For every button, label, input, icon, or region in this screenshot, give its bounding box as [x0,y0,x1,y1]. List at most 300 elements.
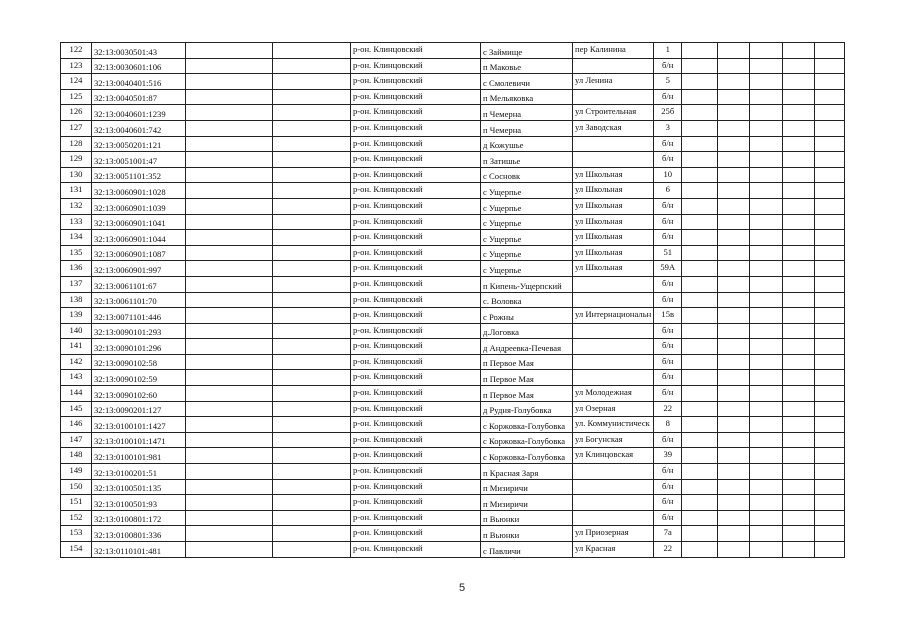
street: ул Молодежная [573,386,654,402]
empty-cell [273,479,351,495]
empty-cell [783,354,815,370]
street: ул. Коммунистическ [573,417,654,433]
empty-cell [682,401,718,417]
empty-cell [815,230,845,246]
street: ул Школьная [573,261,654,277]
house-number: 15в [654,308,682,324]
empty-cell [186,136,273,152]
table-row [61,276,845,292]
district: р-он. Клинцовский [351,276,481,292]
empty-cell [682,370,718,386]
empty-cell [718,230,750,246]
street: ул Клинцовская [573,448,654,464]
cadastral-number: 32:13:0040501:87 [92,89,186,105]
house-number: б/н [654,292,682,308]
cadastral-number: 32:13:0060901:1028 [92,183,186,199]
empty-cell [783,58,815,74]
empty-cell [783,401,815,417]
row-number: 136 [61,261,92,277]
empty-cell [273,354,351,370]
street: ул Школьная [573,214,654,230]
empty-cell [273,276,351,292]
row-number: 149 [61,464,92,480]
empty-cell [186,401,273,417]
empty-cell [815,495,845,511]
district: р-он. Клинцовский [351,495,481,511]
locality: с Займище [481,43,573,59]
empty-cell [783,432,815,448]
street: ул Школьная [573,230,654,246]
empty-cell [273,198,351,214]
house-number: б/н [654,354,682,370]
cadastral-number: 32:13:0061101:70 [92,292,186,308]
empty-cell [718,292,750,308]
table-row [61,448,845,464]
empty-cell [718,526,750,542]
empty-cell [273,495,351,511]
empty-cell [682,245,718,261]
empty-cell [815,120,845,136]
empty-cell [750,43,783,59]
empty-cell [783,276,815,292]
locality: п Мизиричи [481,495,573,511]
district: р-он. Клинцовский [351,479,481,495]
street [573,464,654,480]
cadastral-number: 32:13:0040601:1239 [92,105,186,121]
empty-cell [718,448,750,464]
street [573,292,654,308]
empty-cell [815,198,845,214]
empty-cell [815,417,845,433]
district: р-он. Клинцовский [351,417,481,433]
empty-cell [750,323,783,339]
empty-cell [682,120,718,136]
table-row [61,152,845,168]
empty-cell [815,479,845,495]
empty-cell [718,432,750,448]
empty-cell [273,432,351,448]
empty-cell [718,214,750,230]
empty-cell [186,245,273,261]
house-number: б/н [654,510,682,526]
empty-cell [815,386,845,402]
table-row [61,542,845,558]
row-number: 138 [61,292,92,308]
empty-cell [750,386,783,402]
street [573,510,654,526]
empty-cell [186,276,273,292]
empty-cell [186,167,273,183]
locality: с Сосновк [481,167,573,183]
street [573,495,654,511]
empty-cell [750,308,783,324]
empty-cell [186,448,273,464]
empty-cell [718,89,750,105]
empty-cell [186,417,273,433]
empty-cell [783,183,815,199]
empty-cell [682,386,718,402]
row-number: 147 [61,432,92,448]
row-number: 154 [61,542,92,558]
cadastral-number: 32:13:0050201:121 [92,136,186,152]
house-number: б/н [654,323,682,339]
empty-cell [750,339,783,355]
empty-cell [273,308,351,324]
cadastral-number: 32:13:0090102:60 [92,386,186,402]
row-number: 153 [61,526,92,542]
house-number: 22 [654,401,682,417]
table-row [61,245,845,261]
row-number: 143 [61,370,92,386]
house-number: б/н [654,198,682,214]
empty-cell [815,370,845,386]
empty-cell [186,495,273,511]
locality: п Мизиричи [481,479,573,495]
empty-cell [815,245,845,261]
empty-cell [186,183,273,199]
empty-cell [682,89,718,105]
empty-cell [783,214,815,230]
house-number: 22 [654,542,682,558]
empty-cell [273,105,351,121]
house-number: б/н [654,370,682,386]
empty-cell [682,464,718,480]
cadastral-number: 32:13:0051101:352 [92,167,186,183]
empty-cell [186,542,273,558]
district: р-он. Клинцовский [351,448,481,464]
cadastral-number: 32:13:0090102:58 [92,354,186,370]
row-number: 145 [61,401,92,417]
row-number: 141 [61,339,92,355]
table-row [61,464,845,480]
district: р-он. Клинцовский [351,214,481,230]
empty-cell [682,448,718,464]
street: ул Красная [573,542,654,558]
empty-cell [186,323,273,339]
empty-cell [718,183,750,199]
street: ул Озерная [573,401,654,417]
locality: п Мельяковка [481,89,573,105]
empty-cell [718,417,750,433]
row-number: 128 [61,136,92,152]
empty-cell [815,58,845,74]
row-number: 146 [61,417,92,433]
locality: с Рожны [481,308,573,324]
empty-cell [273,510,351,526]
house-number: 25б [654,105,682,121]
empty-cell [718,386,750,402]
empty-cell [750,198,783,214]
house-number: 51 [654,245,682,261]
empty-cell [718,464,750,480]
empty-cell [750,276,783,292]
house-number: б/н [654,386,682,402]
district: р-он. Клинцовский [351,510,481,526]
empty-cell [718,339,750,355]
empty-cell [815,136,845,152]
empty-cell [783,308,815,324]
cadastral-number: 32:13:0060901:1044 [92,230,186,246]
cadastral-number: 32:13:0060901:997 [92,261,186,277]
empty-cell [682,432,718,448]
empty-cell [718,323,750,339]
table-row [61,432,845,448]
cadastral-number: 32:13:0100101:981 [92,448,186,464]
empty-cell [682,479,718,495]
district: р-он. Клинцовский [351,292,481,308]
house-number: б/н [654,136,682,152]
locality: п Маковье [481,58,573,74]
empty-cell [186,74,273,90]
empty-cell [186,464,273,480]
empty-cell [750,183,783,199]
row-number: 123 [61,58,92,74]
empty-cell [783,386,815,402]
table-row [61,401,845,417]
row-number: 148 [61,448,92,464]
empty-cell [783,261,815,277]
empty-cell [186,261,273,277]
cadastral-number: 32:13:0061101:67 [92,276,186,292]
street: ул Школьная [573,198,654,214]
empty-cell [750,495,783,511]
table-row [61,526,845,542]
empty-cell [783,542,815,558]
cadastral-number: 32:13:0040401:516 [92,74,186,90]
empty-cell [815,214,845,230]
empty-cell [750,417,783,433]
empty-cell [750,74,783,90]
empty-cell [718,510,750,526]
cadastral-number: 32:13:0090101:296 [92,339,186,355]
empty-cell [273,74,351,90]
table-row [61,479,845,495]
street: ул Школьная [573,245,654,261]
district: р-он. Клинцовский [351,542,481,558]
empty-cell [750,230,783,246]
district: р-он. Клинцовский [351,261,481,277]
row-number: 127 [61,120,92,136]
empty-cell [682,417,718,433]
table-row [61,214,845,230]
page-number: 5 [458,582,466,594]
empty-cell [750,89,783,105]
empty-cell [783,136,815,152]
cadastral-number: 32:13:0090201:127 [92,401,186,417]
district: р-он. Клинцовский [351,152,481,168]
locality: с Коржовка-Голубовка [481,432,573,448]
row-number: 140 [61,323,92,339]
empty-cell [682,198,718,214]
house-number: б/н [654,432,682,448]
empty-cell [750,245,783,261]
table-row [61,339,845,355]
empty-cell [682,526,718,542]
cadastral-number: 32:13:0100101:1427 [92,417,186,433]
district: р-он. Клинцовский [351,105,481,121]
empty-cell [815,464,845,480]
empty-cell [750,370,783,386]
empty-cell [750,58,783,74]
empty-cell [186,152,273,168]
district: р-он. Клинцовский [351,354,481,370]
empty-cell [783,339,815,355]
locality: п Первое Мая [481,386,573,402]
row-number: 144 [61,386,92,402]
district: р-он. Клинцовский [351,370,481,386]
street: ул Богунская [573,432,654,448]
table-row [61,183,845,199]
empty-cell [682,183,718,199]
street: ул Ленина [573,74,654,90]
locality: д Кожушье [481,136,573,152]
empty-cell [718,370,750,386]
empty-cell [750,542,783,558]
house-number: 3 [654,120,682,136]
district: р-он. Клинцовский [351,74,481,90]
empty-cell [783,323,815,339]
empty-cell [783,198,815,214]
empty-cell [750,448,783,464]
locality: с Ущерпье [481,183,573,199]
cadastral-number: 32:13:0060901:1087 [92,245,186,261]
row-number: 135 [61,245,92,261]
street [573,136,654,152]
street [573,479,654,495]
empty-cell [718,105,750,121]
empty-cell [718,152,750,168]
empty-cell [273,292,351,308]
district: р-он. Клинцовский [351,339,481,355]
empty-cell [273,526,351,542]
row-number: 122 [61,43,92,59]
empty-cell [750,152,783,168]
row-number: 152 [61,510,92,526]
cadastral-number: 32:13:0100801:336 [92,526,186,542]
house-number: б/н [654,58,682,74]
empty-cell [273,401,351,417]
empty-cell [273,323,351,339]
row-number: 133 [61,214,92,230]
street: ул Интернациональн [573,308,654,324]
empty-cell [750,479,783,495]
empty-cell [682,136,718,152]
empty-cell [273,339,351,355]
street [573,58,654,74]
empty-cell [273,214,351,230]
empty-cell [186,198,273,214]
empty-cell [815,401,845,417]
locality: п Первое Мая [481,370,573,386]
district: р-он. Клинцовский [351,58,481,74]
locality: п Затишье [481,152,573,168]
row-number: 150 [61,479,92,495]
empty-cell [815,510,845,526]
empty-cell [815,432,845,448]
empty-cell [682,276,718,292]
locality: д Рудня-Голубовка [481,401,573,417]
empty-cell [273,245,351,261]
district: р-он. Клинцовский [351,386,481,402]
district: р-он. Клинцовский [351,198,481,214]
empty-cell [815,542,845,558]
row-number: 134 [61,230,92,246]
empty-cell [783,43,815,59]
house-number: б/н [654,479,682,495]
house-number: б/н [654,214,682,230]
table-row [61,58,845,74]
empty-cell [750,432,783,448]
empty-cell [186,292,273,308]
row-number: 130 [61,167,92,183]
cadastral-number: 32:13:0090102:59 [92,370,186,386]
district: р-он. Клинцовский [351,464,481,480]
row-number: 131 [61,183,92,199]
district: р-он. Клинцовский [351,230,481,246]
cadastral-number: 32:13:0100501:135 [92,479,186,495]
table-row [61,89,845,105]
empty-cell [718,74,750,90]
empty-cell [750,214,783,230]
empty-cell [783,464,815,480]
empty-cell [783,292,815,308]
table-row [61,230,845,246]
empty-cell [750,261,783,277]
district: р-он. Клинцовский [351,401,481,417]
empty-cell [718,354,750,370]
cadastral-number: 32:13:0051001:47 [92,152,186,168]
empty-cell [750,526,783,542]
empty-cell [815,183,845,199]
street: ул Строительная [573,105,654,121]
locality: д Андреевка-Печевая [481,339,573,355]
empty-cell [718,495,750,511]
empty-cell [273,120,351,136]
empty-cell [783,230,815,246]
locality: с Ущерпье [481,230,573,246]
empty-cell [815,526,845,542]
cadastral-number: 32:13:0100201:51 [92,464,186,480]
empty-cell [750,105,783,121]
empty-cell [186,479,273,495]
house-number: б/н [654,276,682,292]
empty-cell [682,495,718,511]
house-number: 7а [654,526,682,542]
row-number: 126 [61,105,92,121]
empty-cell [186,432,273,448]
district: р-он. Клинцовский [351,136,481,152]
empty-cell [718,198,750,214]
empty-cell [273,167,351,183]
empty-cell [682,292,718,308]
locality: д.Логовка [481,323,573,339]
empty-cell [273,230,351,246]
street [573,370,654,386]
empty-cell [273,136,351,152]
empty-cell [186,89,273,105]
empty-cell [815,261,845,277]
district: р-он. Клинцовский [351,323,481,339]
table-row [61,370,845,386]
empty-cell [273,58,351,74]
locality: с Ущерпье [481,214,573,230]
empty-cell [783,479,815,495]
empty-cell [186,43,273,59]
empty-cell [783,74,815,90]
cadastral-number: 32:13:0030501:43 [92,43,186,59]
table-row [61,167,845,183]
cadastral-number: 32:13:0090101:293 [92,323,186,339]
